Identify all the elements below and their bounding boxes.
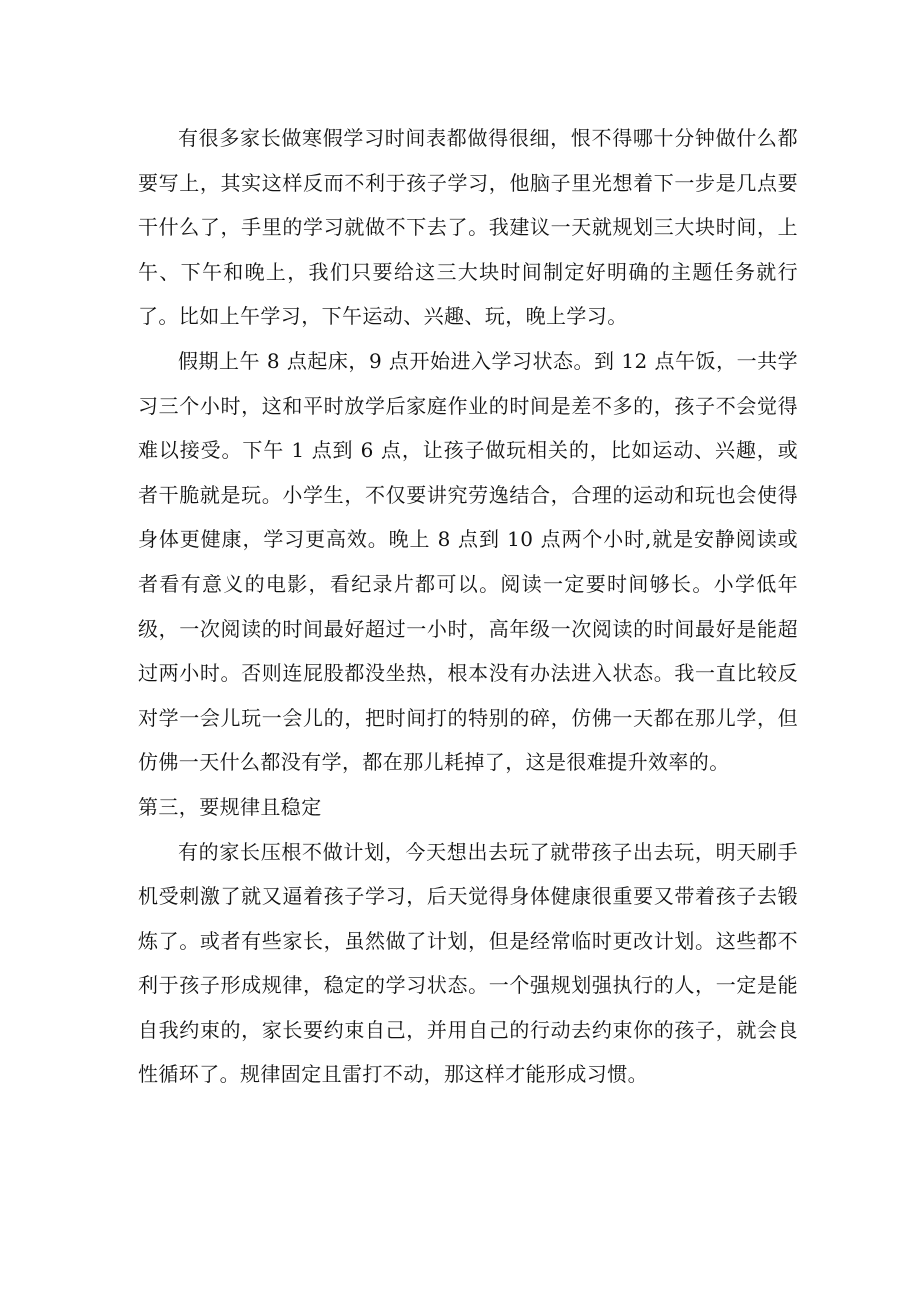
document-body — [138, 116, 798, 1097]
paragraph-daily-routine: 假期上午 8 点起床，9 点开始进入学习状态。到 12 点午饭，一共学习三个小时，这和平时放学后家庭作业的时间是差不多的，孩子不会觉得难以接受。下午 1 点到 6 点，让孩子做玩相关的，比如运动、兴趣，或者干脆就是玩。小学生，不仅要讲究劳逸结合，合理的运动和玩也会使得身体更健康，学习更高效。晚上 8 点到 10 点两个小时,就是安静阅读或者看有意义的电影，看纪录片都可以。阅读一定要时间够长。小学低年级，一次阅读的时间最好超过一小时，高年级一次阅读的时间最好是能超过两小时。否则连屁股都没坐热，根本没有办法进入状态。我一直比较反对学一会儿玩一会儿的，把时间打的特别的碎，仿佛一天都在那儿学，但仿佛一天什么都没有学，都在那儿耗掉了，这是很难提升效率的。 — [138, 348, 798, 775]
paragraph-schedule-advice: 有很多家长做寒假学习时间表都做得很细，恨不得哪十分钟做什么都要写上，其实这样反而不利于孩子学习，他脑子里光想着下一步是几点要干什么了，手里的学习就做不下去了。我建议一天就规划三大块时间，上午、下午和晚上，我们只要给这三大块时间制定好明确的主题任务就行了。比如上午学习，下午运动、兴趣、玩，晚上学习。 — [138, 126, 798, 329]
section-heading: 第三，要规律且稳定 — [138, 794, 322, 819]
paragraph-regularity: 有的家长压根不做计划，今天想出去玩了就带孩子出去玩，明天刷手机受刺激了就又逼着孩子学习，后天觉得身体健康很重要又带着孩子去锻炼了。或者有些家长，虽然做了计划，但是经常临时更改计划。这些都不利于孩子形成规律，稳定的学习状态。一个强规划强执行的人，一定是能自我约束的，家长要约束自己，并用自己的行动去约束你的孩子，就会良性循环了。规律固定且雷打不动，那这样才能形成习惯。 — [138, 839, 798, 1087]
